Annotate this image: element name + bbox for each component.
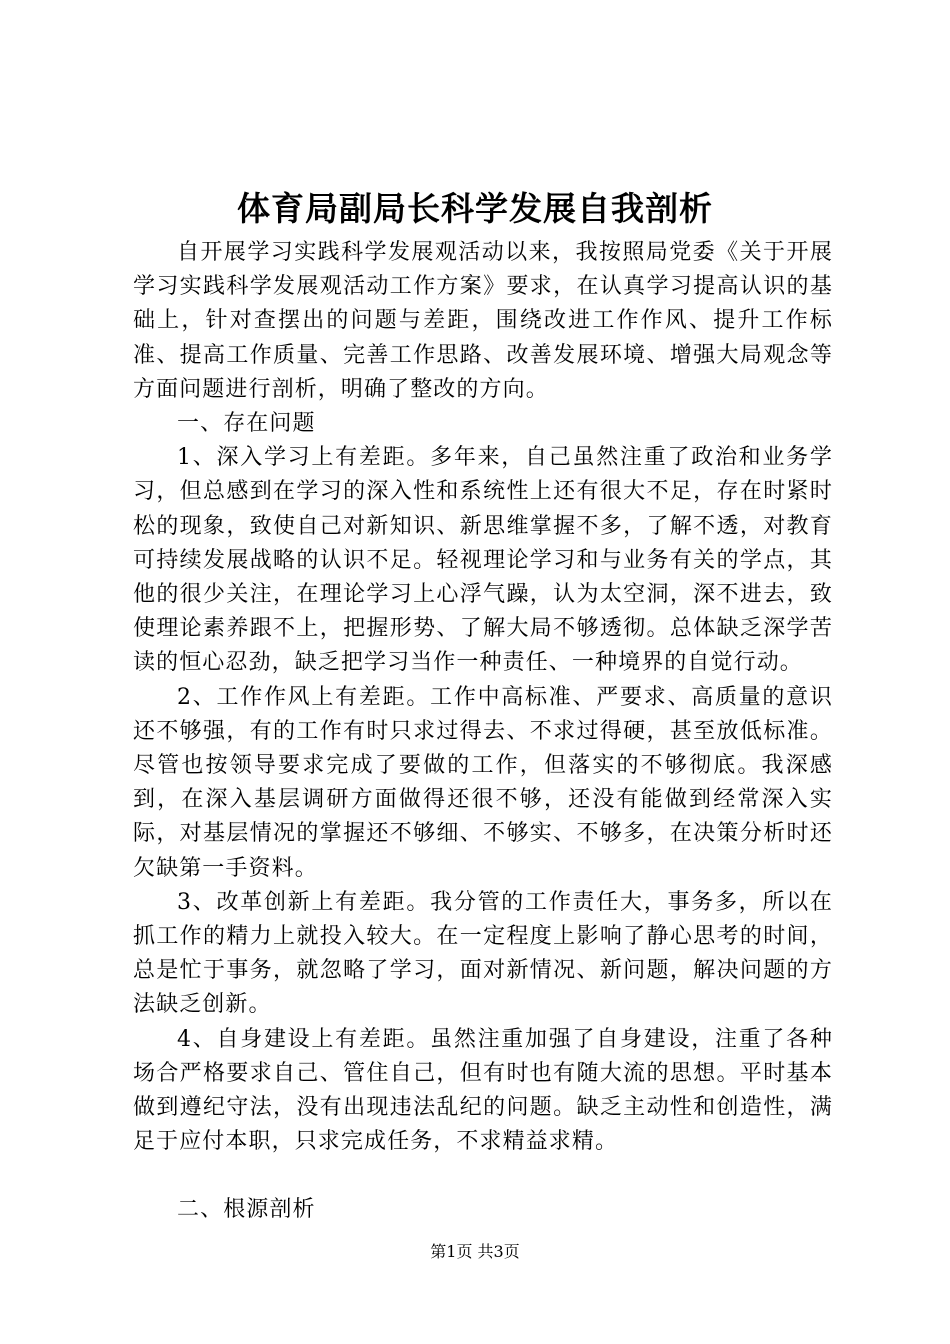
page-footer: 第1页 共3页: [430, 1242, 520, 1261]
section-heading-problems: 一、存在问题: [177, 411, 316, 437]
intro-paragraph: 自开展学习实践科学发展观活动以来，我按照局党委《关于开展学习实践科学发展观活动工作方案》要求，在认真学习提高认识的基础上，针对查摆出的问题与差距，围绕改进工作作风、提升工作标准、提高工作质量、完善工作思路、改善发展环境、增强大局观念等方面问题进行剖析，明确了整改的方向。: [133, 240, 833, 402]
problem-paragraph-2: 2、工作作风上有差距。工作中高标准、严要求、高质量的意识还不够强，有的工作有时只求过得去、不求过得硬，甚至放低标准。尽管也按领导要求完成了要做的工作，但落实的不够彻底。我深感到，在深入基层调研方面做得还很不够，还没有能做到经常深入实际，对基层情况的掌握还不够细、不够实、不够多，在决策分析时还欠缺第一手资料。: [133, 684, 833, 881]
section-heading-root-cause: 二、根源剖析: [177, 1197, 316, 1223]
problem-paragraph-4: 4、自身建设上有差距。虽然注重加强了自身建设，注重了各种场合严格要求自己、管住自己，但有时也有随大流的思想。平时基本做到遵纪守法，没有出现违法乱纪的问题。缺乏主动性和创造性，满足于应付本职，只求完成任务，不求精益求精。: [133, 1026, 833, 1155]
document-body: [133, 236, 833, 1228]
document-title: 体育局副局长科学发展自我剖析: [237, 189, 713, 228]
problem-paragraph-1: 1、深入学习上有差距。多年来，自己虽然注重了政治和业务学习，但总感到在学习的深入性和系统性上还有很大不足，存在时紧时松的现象，致使自己对新知识、新思维掌握不多，了解不透，对教育可持续发展战略的认识不足。轻视理论学习和与业务有关的学点，其他的很少关注，在理论学习上心浮气躁，认为太空洞，深不进去，致使理论素养跟不上，把握形势、了解大局不够透彻。总体缺乏深学苦读的恒心忍劲，缺乏把学习当作一种责任、一种境界的自觉行动。: [133, 445, 833, 676]
problem-paragraph-3: 3、改革创新上有差距。我分管的工作责任大，事务多，所以在抓工作的精力上就投入较大。在一定程度上影响了静心思考的时间，总是忙于事务，就忽略了学习，面对新情况、新问题，解决问题的方法缺乏创新。: [133, 889, 833, 1018]
